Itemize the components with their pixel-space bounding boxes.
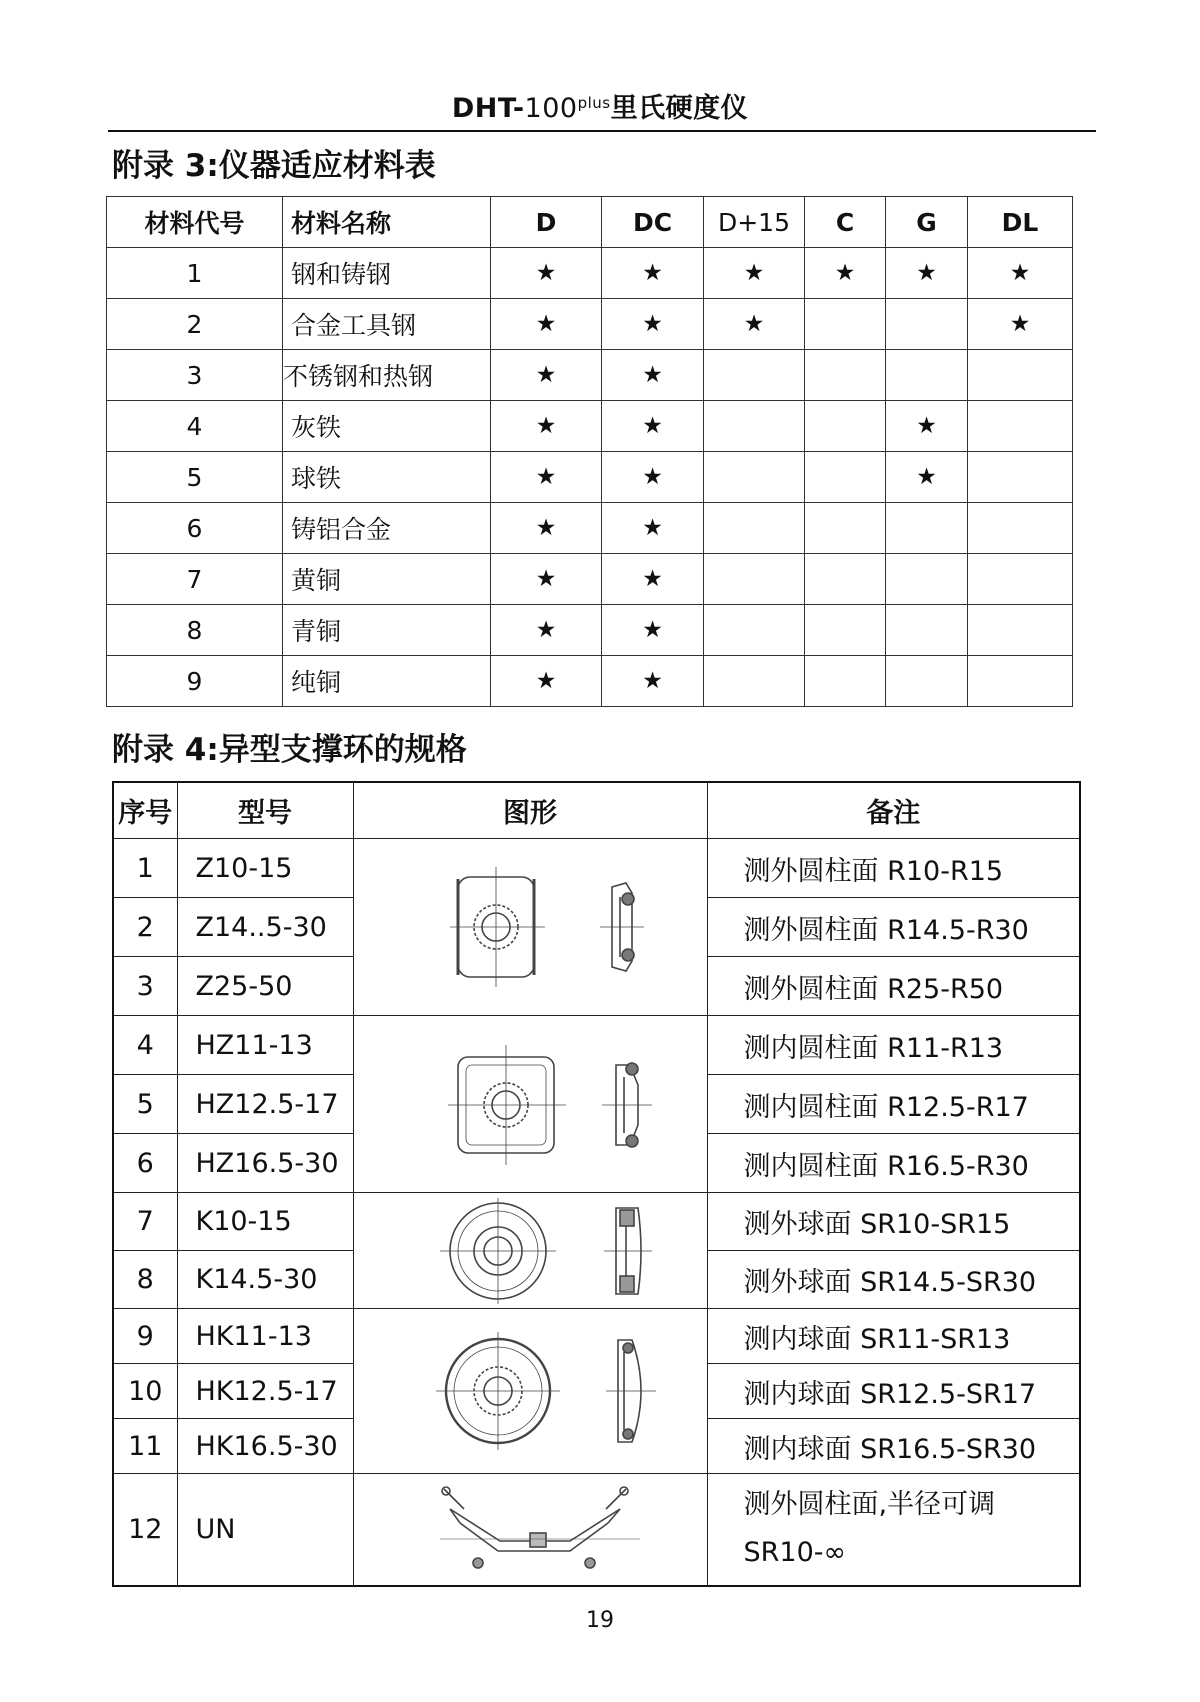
page-number: 19	[586, 1608, 614, 1633]
mark-c	[805, 503, 886, 554]
mark-dl	[968, 554, 1073, 605]
col-d15: D+15	[704, 197, 805, 248]
col-dl: DL	[968, 197, 1073, 248]
material-code: 3	[107, 350, 283, 401]
mark-d: ★	[491, 605, 602, 656]
header-model-sup: plus	[577, 94, 611, 112]
material-name: 合金工具钢	[283, 299, 491, 350]
page-header	[0, 86, 1200, 125]
mark-g	[886, 605, 968, 656]
row-no: 9	[113, 1309, 177, 1364]
row-model: K10-15	[177, 1193, 353, 1251]
row-note: 测外圆柱面 R25-R50	[707, 957, 1080, 1016]
table-row	[113, 1016, 1080, 1075]
mark-dc: ★	[602, 503, 704, 554]
col-c: C	[805, 197, 886, 248]
row-no: 3	[113, 957, 177, 1016]
row-note: 测外球面 SR10-SR15	[707, 1193, 1080, 1251]
row-note: 测内圆柱面 R16.5-R30	[707, 1134, 1080, 1193]
row-note-line1: 测外圆柱面,半径可调	[743, 1489, 996, 1521]
mark-dc: ★	[602, 605, 704, 656]
k-ring-drawing	[380, 1196, 680, 1306]
row-model: UN	[177, 1474, 353, 1586]
row-no: 1	[113, 839, 177, 898]
mark-c	[805, 350, 886, 401]
row-note: 测内圆柱面 R12.5-R17	[707, 1075, 1080, 1134]
row-model: Z25-50	[177, 957, 353, 1016]
row-model: HK11-13	[177, 1309, 353, 1364]
material-table	[106, 196, 1073, 707]
table-row	[107, 299, 1073, 350]
material-code: 1	[107, 248, 283, 299]
col-model: 型号	[177, 782, 353, 839]
row-no: 4	[113, 1016, 177, 1075]
mark-g	[886, 299, 968, 350]
col-g: G	[886, 197, 968, 248]
material-code: 9	[107, 656, 283, 707]
row-no: 8	[113, 1251, 177, 1309]
mark-d15: ★	[704, 248, 805, 299]
hk-ring-drawing	[380, 1316, 680, 1466]
mark-g	[886, 503, 968, 554]
material-name: 黄铜	[283, 554, 491, 605]
hz-ring-drawing	[380, 1029, 680, 1179]
appendix3-title: 附录 3:仪器适应材料表	[112, 148, 436, 184]
mark-dl: ★	[968, 248, 1073, 299]
row-note: 测外圆柱面 R10-R15	[707, 839, 1080, 898]
material-code: 6	[107, 503, 283, 554]
row-model: Z14..5-30	[177, 898, 353, 957]
table-row	[107, 350, 1073, 401]
row-model: K14.5-30	[177, 1251, 353, 1309]
mark-dl	[968, 503, 1073, 554]
row-note: 测内球面 SR16.5-SR30	[707, 1419, 1080, 1474]
row-model: HK12.5-17	[177, 1364, 353, 1419]
mark-d: ★	[491, 452, 602, 503]
mark-d15: ★	[704, 299, 805, 350]
table-row	[107, 401, 1073, 452]
material-name: 钢和铸钢	[283, 248, 491, 299]
material-code: 4	[107, 401, 283, 452]
material-name: 球铁	[283, 452, 491, 503]
mark-c	[805, 554, 886, 605]
mark-g	[886, 350, 968, 401]
table-row	[107, 554, 1073, 605]
support-ring-header	[113, 782, 1080, 839]
figure-hz-ring	[353, 1016, 707, 1193]
mark-d15	[704, 656, 805, 707]
col-figure: 图形	[353, 782, 707, 839]
material-code: 8	[107, 605, 283, 656]
row-no: 7	[113, 1193, 177, 1251]
table-row	[113, 1193, 1080, 1251]
table-row	[107, 452, 1073, 503]
mark-dl	[968, 401, 1073, 452]
material-code: 5	[107, 452, 283, 503]
row-note: 测内球面 SR12.5-SR17	[707, 1364, 1080, 1419]
mark-g	[886, 554, 968, 605]
mark-d: ★	[491, 503, 602, 554]
row-model: Z10-15	[177, 839, 353, 898]
un-ring-drawing	[380, 1479, 680, 1579]
mark-d15	[704, 503, 805, 554]
row-no: 5	[113, 1075, 177, 1134]
mark-d15	[704, 554, 805, 605]
material-name: 铸铝合金	[283, 503, 491, 554]
row-note-line2: SR10-∞	[743, 1537, 846, 1569]
table-row	[113, 1309, 1080, 1364]
col-note: 备注	[707, 782, 1080, 839]
table-row	[107, 656, 1073, 707]
row-no: 6	[113, 1134, 177, 1193]
figure-k-ring	[353, 1193, 707, 1309]
mark-c	[805, 452, 886, 503]
material-code: 2	[107, 299, 283, 350]
header-model-number: 100	[524, 93, 578, 124]
mark-g: ★	[886, 401, 968, 452]
col-material-code: 材料代号	[107, 197, 283, 248]
mark-g: ★	[886, 248, 968, 299]
material-name: 不锈钢和热钢	[283, 350, 491, 401]
row-model: HZ11-13	[177, 1016, 353, 1075]
mark-d: ★	[491, 299, 602, 350]
mark-g: ★	[886, 452, 968, 503]
row-model: HK16.5-30	[177, 1419, 353, 1474]
row-no: 12	[113, 1474, 177, 1586]
mark-c: ★	[805, 248, 886, 299]
mark-dl	[968, 452, 1073, 503]
col-material-name: 材料名称	[283, 197, 491, 248]
mark-dc: ★	[602, 656, 704, 707]
mark-d: ★	[491, 656, 602, 707]
mark-dc: ★	[602, 401, 704, 452]
mark-dl	[968, 656, 1073, 707]
row-note: 测内球面 SR11-SR13	[707, 1309, 1080, 1364]
mark-dc: ★	[602, 452, 704, 503]
table-row	[113, 1474, 1080, 1586]
col-d: D	[491, 197, 602, 248]
table-row	[107, 605, 1073, 656]
mark-c	[805, 605, 886, 656]
support-ring-table	[112, 781, 1081, 1587]
row-note	[707, 1474, 1080, 1586]
material-table-header	[107, 197, 1073, 248]
mark-dl	[968, 605, 1073, 656]
col-dc: DC	[602, 197, 704, 248]
mark-dc: ★	[602, 554, 704, 605]
mark-d: ★	[491, 350, 602, 401]
table-row	[107, 248, 1073, 299]
mark-d15	[704, 605, 805, 656]
row-no: 11	[113, 1419, 177, 1474]
mark-c	[805, 656, 886, 707]
mark-d: ★	[491, 248, 602, 299]
mark-d15	[704, 401, 805, 452]
table-row	[113, 839, 1080, 898]
header-title: 里氏硬度仪	[610, 93, 749, 124]
mark-g	[886, 656, 968, 707]
mark-c	[805, 299, 886, 350]
row-note: 测外球面 SR14.5-SR30	[707, 1251, 1080, 1309]
table-row	[107, 503, 1073, 554]
row-note: 测内圆柱面 R11-R13	[707, 1016, 1080, 1075]
row-model: HZ16.5-30	[177, 1134, 353, 1193]
col-no: 序号	[113, 782, 177, 839]
row-model: HZ12.5-17	[177, 1075, 353, 1134]
mark-dl: ★	[968, 299, 1073, 350]
figure-hk-ring	[353, 1309, 707, 1474]
header-brand: DHT-	[451, 93, 525, 124]
mark-dc: ★	[602, 299, 704, 350]
appendix4-title: 附录 4:异型支撑环的规格	[112, 732, 467, 768]
row-no: 10	[113, 1364, 177, 1419]
figure-un-ring	[353, 1474, 707, 1586]
mark-d: ★	[491, 401, 602, 452]
mark-dc: ★	[602, 350, 704, 401]
mark-d: ★	[491, 554, 602, 605]
row-note: 测外圆柱面 R14.5-R30	[707, 898, 1080, 957]
row-no: 2	[113, 898, 177, 957]
mark-d15	[704, 452, 805, 503]
mark-c	[805, 401, 886, 452]
material-name: 青铜	[283, 605, 491, 656]
mark-dc: ★	[602, 248, 704, 299]
mark-dl	[968, 350, 1073, 401]
figure-z-ring	[353, 839, 707, 1016]
material-name: 纯铜	[283, 656, 491, 707]
material-name: 灰铁	[283, 401, 491, 452]
material-code: 7	[107, 554, 283, 605]
z-ring-drawing	[380, 857, 680, 997]
mark-d15	[704, 350, 805, 401]
header-rule	[108, 130, 1096, 132]
